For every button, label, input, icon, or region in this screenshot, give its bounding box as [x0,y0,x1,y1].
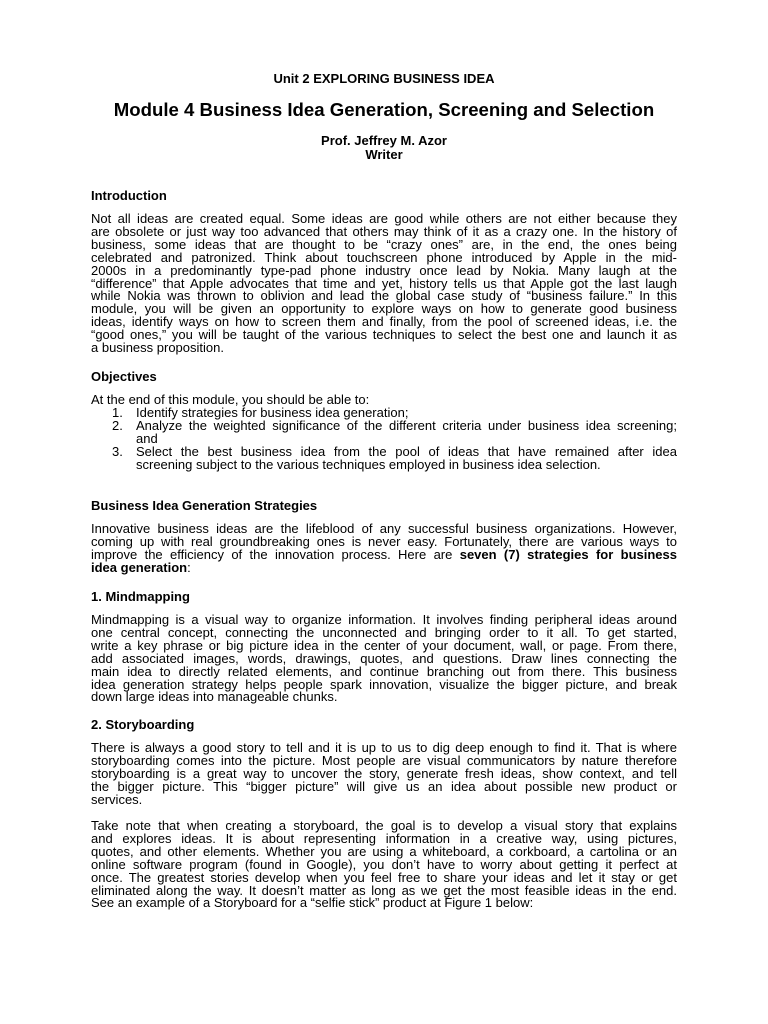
text-run: : [187,559,191,575]
text-line: add associated images, words, drawings, quotes, and questions. Draw lines connecting the [91,650,677,666]
introduction-heading: Introduction [91,188,167,203]
introduction-paragraph [91,213,677,355]
unit-title: Unit 2 EXPLORING BUSINESS IDEA [273,71,495,86]
text-line: and [136,430,158,446]
author-block [0,134,768,162]
emphasis-text: idea generation [91,559,188,575]
list-item [112,417,677,446]
text-line: write a key phrase or big picture idea in the center of your document, wall, or page. From there, [91,637,677,653]
text-line: Analyze the weighted significance of the different criteria under business idea screening; [136,417,677,433]
text-line [91,559,677,575]
text-line: once. The greatest stories develop when you feel free to share your ideas and let it stay or get [91,869,677,885]
text-line: screening subject to the various techniques employed in business idea selection. [136,456,601,472]
text-line: one central concept, connecting the unconnected and bringing order to it all. To get started, [91,624,677,640]
mindmapping-paragraph [91,614,677,704]
text-line: “good ones,” you will be taught of the various techniques to select the best one and launch it as [91,327,677,343]
strategies-heading: Business Idea Generation Strategies [91,498,318,513]
text-line: business, some ideas that are thought to be “crazy ones” are, in the end, the ones being [91,236,677,252]
text-line: main idea to directly related elements, and continue branching out from there. This business [91,663,677,679]
text-line: 2000s in a predominantly type-pad phone industry once lead by Nokia. Many laugh at the [91,262,677,278]
objectives-list [112,407,677,472]
text-line: At the end of this module, you should be able to: [91,392,370,407]
objectives-heading: Objectives [91,369,157,384]
text-line: eliminated along the way. It doesn’t matter as long as we get the most feasible ideas in the end. [91,882,677,898]
list-number: 3. [112,443,123,459]
list-item [112,443,677,472]
text-line: There is always a good story to tell and it is up to us to dig deep enough to find it. That is where [91,740,677,755]
text-line: Innovative business ideas are the lifeblood of any successful business organizations. However, [91,521,677,536]
text-line: Not all ideas are created equal. Some ideas are good while others are not either because they [91,211,677,226]
list-number: 2. [112,417,123,433]
mindmapping-heading: 1. Mindmapping [91,589,190,604]
text-line: services. [91,791,143,807]
text-line: coming up with real groundbreaking ones is never easy. Fortunately, there are various ways to [91,533,677,549]
text-line: quotes, and other elements. Whether you are using a whiteboard, a corkboard, a cartolina or an [91,843,677,859]
text-line: a business proposition. [91,340,224,356]
storyboarding-paragraph-1 [91,742,677,807]
text-line: Identify strategies for business idea generation; [136,405,409,420]
text-line: are obsolete or just way too advanced that others may think of it as a crazy one. In the history of [91,223,677,239]
author-name: Prof. Jeffrey M. Azor [321,133,447,148]
text-line: online software program (found in Google), you don’t have to worry about getting it perfect at [91,856,677,872]
text-line: the bigger picture. This “bigger picture” will give us an idea about possible new product or [91,778,677,794]
text-line: Take note that when creating a storyboard, the goal is to develop a visual story that explains [91,818,677,833]
emphasis-text: seven (7) strategies for business [459,546,677,562]
text-line: celebrated and patronized. Think about touchscreen phone introduced by Apple in the mid- [91,249,677,265]
text-line: storyboarding is a great way to uncover the story, generate fresh ideas, show context, and tell [91,765,677,781]
text-line: Mindmapping is a visual way to organize information. It involves finding peripheral ideas around [91,612,677,627]
text-line: “difference” that Apple advocates that time and yet, history tells us that Apple got the last laugh [91,275,677,291]
storyboarding-paragraph-2 [91,820,677,910]
text-line: ideas, identify ways on how to screen them and finally, from the pool of screened ideas, i.e. the [91,314,677,330]
text-line: down large ideas into manageable chunks. [91,689,338,705]
text-line: Select the best business idea from the pool of ideas that have remained after idea [136,443,677,459]
list-number: 1. [112,405,123,420]
text-line: while Nokia was thrown to oblivion and lead the global case study of “business failure.” In this [91,288,677,304]
text-line: See an example of a Storyboard for a “selfie stick” product at Figure 1 below: [91,895,534,911]
text-line: and explores ideas. It is about representing information in a creative way, using pictures, [91,830,677,846]
author-role: Writer [365,147,403,162]
text-run: improve the efficiency of the innovation process. Here are [91,546,460,562]
storyboarding-heading: 2. Storyboarding [91,717,195,732]
module-title: Module 4 Business Idea Generation, Screening and Selection [113,99,655,120]
strategies-paragraph [91,523,677,575]
text-line: idea generation strategy helps people spark innovation, visualize the bigger picture, and break [91,676,677,692]
text-line: module, you will be given an opportunity to explore ways on how to generate good business [91,301,677,317]
text-line: storyboarding comes into the picture. Most people are visual communicators by nature therefore [91,752,677,768]
